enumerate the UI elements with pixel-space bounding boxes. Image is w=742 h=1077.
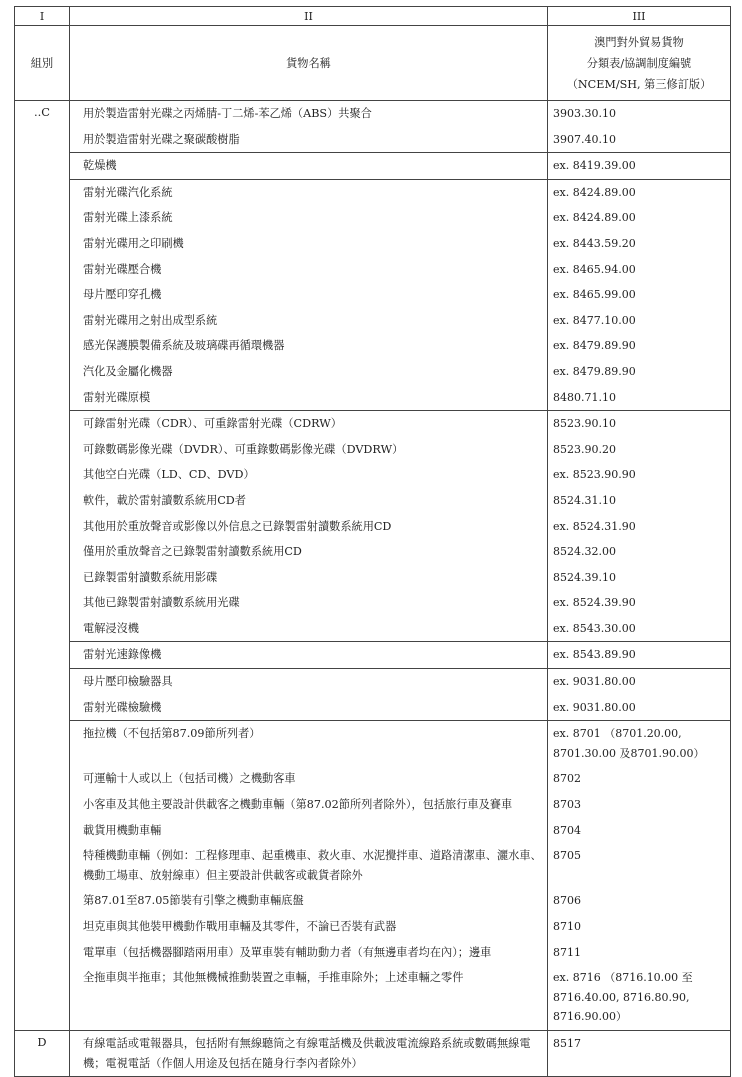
goods-name-cell: 汽化及金屬化機器 (70, 359, 548, 385)
table-row (15, 818, 731, 844)
table-row (15, 721, 731, 767)
table-row (15, 462, 731, 488)
tariff-code-cell: 8703 (548, 792, 731, 818)
tariff-code-cell: ex. 8701 （8701.20.00, 8701.30.00 及8701.90.00） (548, 721, 731, 767)
tariff-code-cell: ex. 8419.39.00 (548, 153, 731, 180)
table-row (15, 888, 731, 914)
table-row (15, 308, 731, 334)
goods-name-cell: 其他空白光碟（LD、CD、DVD） (70, 462, 548, 488)
table-row (15, 153, 731, 180)
tariff-code-cell: ex. 8524.31.90 (548, 514, 731, 540)
tariff-code-cell: 8524.32.00 (548, 539, 731, 565)
table-row (15, 282, 731, 308)
goods-name-cell: 全拖車與半拖車；其他無機械推動裝置之車輛，手推車除外；上述車輛之零件 (70, 965, 548, 1030)
goods-name-cell: 其他用於重放聲音或影像以外信息之已錄製雷射讀數系統用CD (70, 514, 548, 540)
table-row (15, 488, 731, 514)
goods-name-cell: 拖拉機（不包括第87.09節所列者） (70, 721, 548, 767)
table-row (15, 359, 731, 385)
table-row (15, 1030, 731, 1076)
tariff-code-cell: ex. 8523.90.90 (548, 462, 731, 488)
goods-name-cell: 軟件，載於雷射讀數系統用CD者 (70, 488, 548, 514)
table-row (15, 940, 731, 966)
tariff-code-cell: 8711 (548, 940, 731, 966)
table-row (15, 333, 731, 359)
goods-name-cell: 雷射光碟原模 (70, 385, 548, 411)
table-row (15, 231, 731, 257)
table-row (15, 179, 731, 205)
tariff-code-cell: ex. 8716 （8716.10.00 至 8716.40.00, 8716.80.90, 8716.90.00） (548, 965, 731, 1030)
table-row (15, 101, 731, 127)
goods-name-cell: 電單車（包括機器腳踏兩用車）及單車裝有輔助動力者（有無邊車者均在內）；邊車 (70, 940, 548, 966)
goods-name-cell: 雷射光速錄像機 (70, 642, 548, 669)
tariff-code-cell: 3903.30.10 (548, 101, 731, 127)
table-row (15, 792, 731, 818)
table-row (15, 642, 731, 669)
table-row (15, 539, 731, 565)
goods-name-cell: 雷射光碟汽化系統 (70, 179, 548, 205)
col2-roman: II (70, 7, 548, 26)
goods-name-cell: 雷射光碟壓合機 (70, 257, 548, 283)
table-row (15, 385, 731, 411)
tariff-code-cell: 8710 (548, 914, 731, 940)
goods-name-cell: 電解浸沒機 (70, 616, 548, 642)
tariff-code-cell: 8705 (548, 843, 731, 888)
code-header-line: （NCEM/SH, 第三修訂版） (566, 77, 712, 91)
tariff-code-cell: ex. 8543.89.90 (548, 642, 731, 669)
goods-name-cell: 用於製造雷射光碟之丙烯腈-丁二烯-苯乙烯（ABS）共聚合 (70, 101, 548, 127)
tariff-code-cell: ex. 8543.30.00 (548, 616, 731, 642)
goods-name-cell: 雷射光碟用之射出成型系統 (70, 308, 548, 334)
goods-name-cell: 感光保護膜製備系統及玻璃碟再循環機器 (70, 333, 548, 359)
group-label: ..C (15, 101, 70, 1031)
tariff-code-cell: ex. 8424.89.00 (548, 179, 731, 205)
goods-name-cell: 坦克車與其他裝甲機動作戰用車輛及其零件，不論已否裝有武器 (70, 914, 548, 940)
table-row (15, 695, 731, 721)
table-row (15, 514, 731, 540)
title-header-row (15, 26, 731, 101)
tariff-code-cell: ex. 8479.89.90 (548, 359, 731, 385)
tariff-code-cell: ex. 8479.89.90 (548, 333, 731, 359)
code-column-header (548, 26, 731, 101)
tariff-code-cell: 8480.71.10 (548, 385, 731, 411)
table-row (15, 766, 731, 792)
tariff-code-cell: 8523.90.10 (548, 411, 731, 437)
table-row (15, 411, 731, 437)
goods-name-cell: 可錄數碼影像光碟（DVDR）、可重錄數碼影像光碟（DVDRW） (70, 437, 548, 463)
goods-name-cell: 可錄雷射光碟（CDR）、可重錄雷射光碟（CDRW） (70, 411, 548, 437)
goods-name-cell: 可運輸十人或以上（包括司機）之機動客車 (70, 766, 548, 792)
table-row (15, 590, 731, 616)
goods-name-cell: 雷射光碟用之印刷機 (70, 231, 548, 257)
tariff-code-cell: 8704 (548, 818, 731, 844)
table-row (15, 205, 731, 231)
goods-name-cell: 載貨用機動車輛 (70, 818, 548, 844)
goods-name-cell: 母片壓印穿孔機 (70, 282, 548, 308)
tariff-code-cell: ex. 8465.94.00 (548, 257, 731, 283)
goods-name-cell: 雷射光碟檢驗機 (70, 695, 548, 721)
tariff-code-cell: ex. 9031.80.00 (548, 669, 731, 695)
goods-name-cell: 乾燥機 (70, 153, 548, 180)
goods-name-cell: 其他已錄製雷射讀數系統用光碟 (70, 590, 548, 616)
goods-table (14, 6, 731, 1077)
table-row (15, 437, 731, 463)
goods-name-cell: 雷射光碟上漆系統 (70, 205, 548, 231)
tariff-code-cell: ex. 8477.10.00 (548, 308, 731, 334)
document-page (14, 6, 730, 1077)
tariff-code-cell: 8524.39.10 (548, 565, 731, 591)
goods-name-cell: 小客車及其他主要設計供載客之機動車輛（第87.02節所列者除外），包括旅行車及賽車 (70, 792, 548, 818)
tariff-code-cell: 3907.40.10 (548, 127, 731, 153)
goods-name-cell: 第87.01至87.05節裝有引擎之機動車輛底盤 (70, 888, 548, 914)
table-row (15, 914, 731, 940)
table-row (15, 669, 731, 695)
goods-table-body (15, 101, 731, 1077)
roman-header-row (15, 7, 731, 26)
tariff-code-cell: 8524.31.10 (548, 488, 731, 514)
goods-name-cell: 用於製造雷射光碟之聚碳酸樹脂 (70, 127, 548, 153)
goods-name-cell: 母片壓印檢驗器具 (70, 669, 548, 695)
table-row (15, 965, 731, 1030)
table-row (15, 843, 731, 888)
tariff-code-cell: ex. 8465.99.00 (548, 282, 731, 308)
col3-roman: III (548, 7, 731, 26)
table-row (15, 257, 731, 283)
code-header-line: 澳門對外貿易貨物 (594, 35, 684, 49)
code-header-line: 分類表/協調制度編號 (586, 56, 692, 70)
table-row (15, 127, 731, 153)
goods-name-cell: 僅用於重放聲音之已錄製雷射讀數系統用CD (70, 539, 548, 565)
tariff-code-cell: ex. 8443.59.20 (548, 231, 731, 257)
table-row (15, 565, 731, 591)
tariff-code-cell: 8702 (548, 766, 731, 792)
goods-name-column-header: 貨物名稱 (70, 26, 548, 101)
goods-name-cell: 特種機動車輛（例如：工程修理車、起重機車、救火車、水泥攪拌車、道路清潔車、灑水車、機動工場車、放射線車）但主要設計供載客或載貨者除外 (70, 843, 548, 888)
tariff-code-cell: ex. 9031.80.00 (548, 695, 731, 721)
group-label: D (15, 1030, 70, 1076)
tariff-code-cell: ex. 8524.39.90 (548, 590, 731, 616)
goods-name-cell: 已錄製雷射讀數系統用影碟 (70, 565, 548, 591)
col1-roman: I (15, 7, 70, 26)
group-column-header: 組別 (15, 26, 70, 101)
tariff-code-cell: ex. 8424.89.00 (548, 205, 731, 231)
tariff-code-cell: 8706 (548, 888, 731, 914)
table-row (15, 616, 731, 642)
goods-name-cell: 有線電話或電報器具，包括附有無線聽筒之有線電話機及供載波電流線路系統或數碼無線電機；電視電話（作個人用途及包括在隨身行李內者除外） (70, 1030, 548, 1076)
tariff-code-cell: 8517 (548, 1030, 731, 1076)
tariff-code-cell: 8523.90.20 (548, 437, 731, 463)
